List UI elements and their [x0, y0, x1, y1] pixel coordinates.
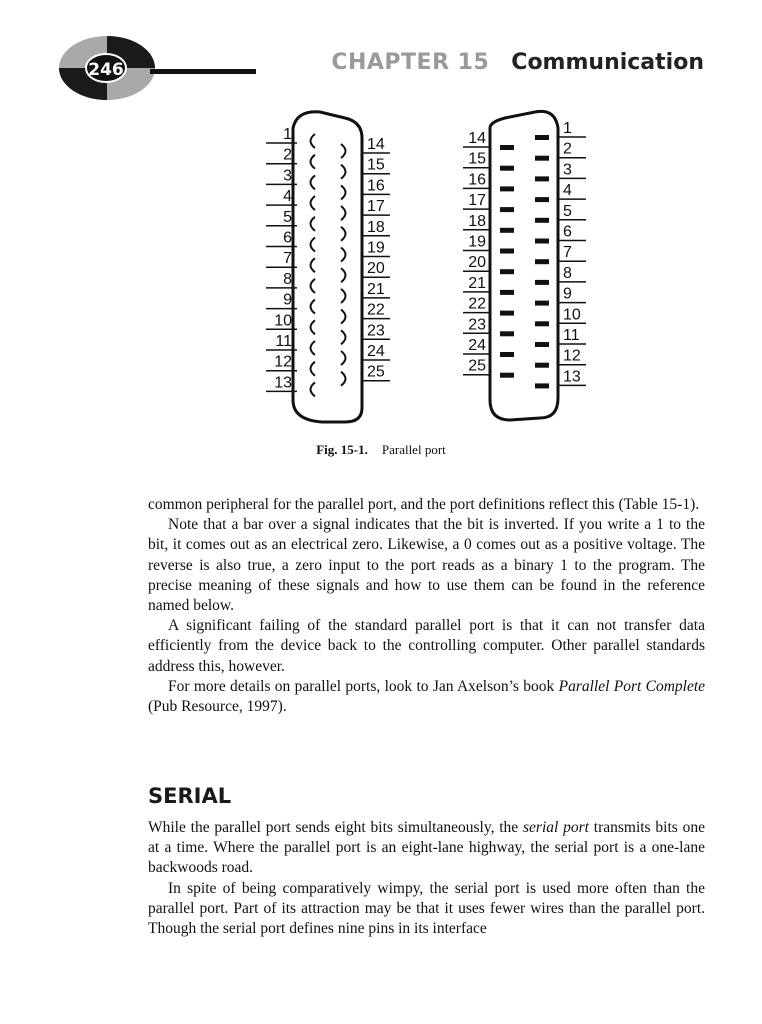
pin-label: 18 — [468, 212, 486, 230]
pin-label: 20 — [367, 260, 385, 278]
pin-mark — [535, 342, 549, 347]
pin-label: 25 — [468, 357, 486, 375]
socket-mark — [341, 289, 346, 303]
pin-label: 13 — [563, 368, 581, 386]
paragraph — [148, 818, 705, 879]
pin-label: 20 — [468, 254, 486, 272]
socket-mark — [341, 248, 346, 262]
socket-mark — [341, 310, 346, 324]
socket-mark — [311, 238, 316, 252]
socket-mark — [311, 217, 316, 231]
pin-label: 11 — [275, 333, 292, 350]
pin-label: 19 — [468, 233, 486, 251]
pin-label: 10 — [563, 306, 581, 324]
parallel-text — [148, 495, 705, 717]
pin-label: 1 — [283, 126, 292, 143]
text-run: transmits bits one at a time. Where the parallel port is an eight-lane highway, the serial port is a one-lane backwoods road. — [148, 819, 705, 877]
pin-label: 16 — [468, 171, 486, 189]
pin-mark — [535, 197, 549, 202]
pin-mark — [500, 228, 514, 233]
pin-mark — [535, 280, 549, 285]
pin-mark — [535, 301, 549, 306]
pin-label: 15 — [367, 156, 385, 174]
female-connector-shell — [293, 112, 362, 422]
paragraph: A significant failing of the standard parallel port is that it can not transfer data efficiently from the device back to the controlling computer. Other parallel standards address this, however. — [148, 617, 705, 675]
pin-mark — [535, 239, 549, 244]
pin-mark — [535, 218, 549, 223]
pin-label: 22 — [468, 295, 486, 313]
pin-label: 11 — [563, 327, 580, 344]
paragraph — [148, 677, 705, 717]
pin-mark — [500, 352, 514, 357]
pin-label: 13 — [274, 374, 292, 392]
pin-label: 14 — [367, 136, 385, 153]
pin-label: 9 — [563, 285, 572, 303]
pin-label: 2 — [283, 146, 292, 164]
pin-label: 17 — [367, 198, 385, 216]
serial-text — [148, 818, 705, 939]
socket-mark — [341, 185, 346, 199]
pin-label: 23 — [367, 322, 385, 340]
page-number: 246 — [88, 60, 124, 80]
pin-label: 8 — [563, 264, 572, 282]
chapter-title: Communication — [511, 50, 704, 75]
pin-label: 5 — [283, 208, 292, 226]
pin-label: 24 — [367, 343, 385, 360]
pin-label: 4 — [563, 182, 572, 200]
socket-mark — [341, 206, 346, 220]
pin-mark — [500, 373, 514, 378]
pin-label: 18 — [367, 218, 385, 236]
socket-mark — [341, 227, 346, 241]
pin-label: 7 — [283, 250, 292, 268]
pin-mark — [535, 156, 549, 161]
page-number-badge — [0, 0, 260, 110]
pin-label: 19 — [367, 239, 385, 257]
pin-label: 3 — [283, 167, 292, 185]
pin-mark — [535, 176, 549, 181]
pin-mark — [500, 290, 514, 295]
pin-mark — [500, 186, 514, 191]
running-head — [331, 50, 704, 75]
pin-mark — [535, 321, 549, 326]
socket-mark — [311, 362, 316, 376]
pin-mark — [535, 383, 549, 388]
pin-mark — [500, 311, 514, 316]
pin-label: 7 — [563, 244, 572, 262]
pin-label: 12 — [274, 353, 292, 371]
socket-mark — [341, 144, 346, 158]
pin-label: 17 — [468, 192, 486, 210]
socket-mark — [341, 268, 346, 282]
pin-label: 24 — [468, 337, 486, 354]
figure-caption — [0, 442, 762, 458]
pin-label: 9 — [283, 291, 292, 309]
pin-mark — [535, 135, 549, 140]
pin-mark — [535, 259, 549, 264]
pin-label: 12 — [563, 347, 581, 365]
socket-mark — [311, 320, 316, 334]
pin-mark — [535, 363, 549, 368]
pin-label: 21 — [367, 280, 385, 298]
parallel-port-figure — [250, 105, 600, 435]
socket-mark — [341, 372, 346, 386]
pin-mark — [500, 269, 514, 274]
pin-mark — [500, 145, 514, 150]
text-run: For more details on parallel ports, look to Jan Axelson’s book — [168, 677, 559, 695]
pin-label: 10 — [274, 312, 292, 330]
pin-label: 1 — [563, 120, 572, 137]
pin-mark — [500, 331, 514, 336]
socket-mark — [311, 155, 316, 169]
paragraph: In spite of being comparatively wimpy, the serial port is used more often than the parallel port. Part of its attraction may be that it uses fewer wires than the parallel port. Though the serial port defines nine pins in its interface — [148, 879, 705, 938]
socket-mark — [311, 382, 316, 396]
pin-label: 2 — [563, 140, 572, 158]
pin-label: 22 — [367, 301, 385, 319]
text-run: While the parallel port sends eight bits simultaneously, the — [148, 819, 523, 836]
socket-mark — [311, 341, 316, 355]
socket-mark — [341, 330, 346, 344]
caption-text: Parallel port — [381, 442, 446, 457]
pin-label: 14 — [468, 130, 486, 147]
section-heading: SERIAL — [148, 784, 232, 808]
page-header — [0, 0, 762, 110]
socket-mark — [311, 196, 316, 210]
pin-label: 5 — [563, 202, 572, 220]
term: serial port — [523, 819, 589, 836]
pin-label: 16 — [367, 177, 385, 195]
chapter-label: CHAPTER 15 — [331, 50, 490, 75]
socket-mark — [311, 134, 316, 148]
socket-mark — [311, 300, 316, 314]
pin-mark — [500, 166, 514, 171]
pin-label: 4 — [283, 188, 292, 206]
socket-mark — [341, 165, 346, 179]
pin-mark — [500, 207, 514, 212]
pin-label: 6 — [563, 223, 572, 241]
socket-mark — [311, 175, 316, 189]
pin-label: 6 — [283, 229, 292, 247]
pin-label: 3 — [563, 161, 572, 179]
socket-mark — [311, 279, 316, 293]
pin-label: 15 — [468, 150, 486, 168]
socket-mark — [311, 258, 316, 272]
paragraph: Note that a bar over a signal indicates that the bit is inverted. If you write a 1 to the bit, it comes out as an electrical zero. Likewise, a 0 comes out as a positive voltage. The reverse is also true, a zero input to the port reads as a binary 1 to the program. The precise meaning of these signals and how to use them can be found in the reference named below. — [148, 516, 705, 615]
pin-label: 8 — [283, 270, 292, 288]
pin-label: 23 — [468, 316, 486, 334]
socket-mark — [341, 351, 346, 365]
paragraph: common peripheral for the parallel port, and the port definitions reflect this (Table 15-1). — [148, 496, 700, 513]
book-title: Parallel Port Complete — [558, 677, 706, 695]
text-run: (Pub Resource, 1997). — [148, 698, 287, 716]
caption-label: Fig. 15-1. — [316, 442, 368, 457]
pin-label: 21 — [468, 274, 486, 292]
pin-mark — [500, 249, 514, 254]
pin-label: 25 — [367, 363, 385, 381]
